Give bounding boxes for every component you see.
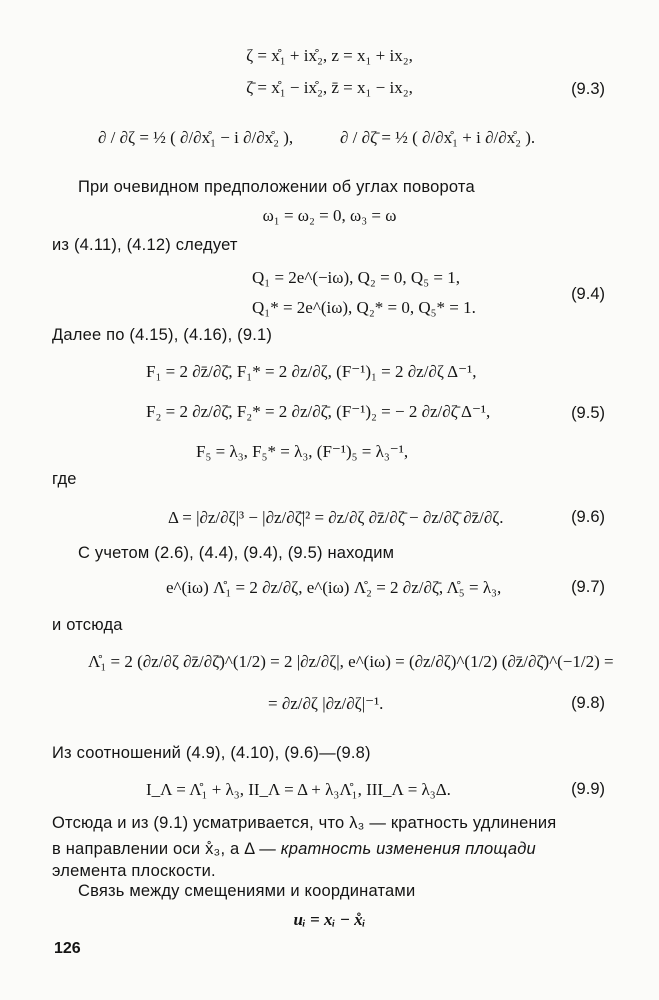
paragraph-from-relations: Из соотношений (4.9), (4.10), (9.6)—(9.8) xyxy=(52,744,371,762)
paragraph-further: Далее по (4.15), (4.16), (9.1) xyxy=(52,326,273,344)
equation-number-9-6: (9.6) xyxy=(571,508,605,526)
paragraph-where: где xyxy=(52,470,77,488)
page-number: 126 xyxy=(54,940,81,957)
paragraph-conclusion-line3: элемента плоскости. xyxy=(52,862,216,880)
equation-9-3-derivative-zeta-bar: ∂ / ∂ζ̄ = ½ ( ∂/∂x̊₁ + i ∂/∂x̊₂ ). xyxy=(340,128,536,147)
equation-number-9-5: (9.5) xyxy=(571,404,605,422)
equation-9-6: Δ = |∂z/∂ζ|³ − |∂z/∂ζ̄|² = ∂z/∂ζ ∂z̄/∂ζ̄ − ∂z/∂ζ̄ ∂z̄/∂ζ. xyxy=(168,508,504,527)
equation-omega: ω₁ = ω₂ = 0, ω₃ = ω xyxy=(262,206,397,225)
paragraph-displacements: Связь между смещениями и координатами xyxy=(78,882,416,900)
equation-9-9: I_Λ = Λ̊₁ + λ₃, II_Λ = Δ + λ₃Λ̊₁, III_Λ = λ₃Δ. xyxy=(146,780,451,799)
equation-9-7: e^(iω) Λ̊₁ = 2 ∂z/∂ζ, e^(iω) Λ̊₂ = 2 ∂z/∂ζ̄, Λ̊₅ = λ₃, xyxy=(166,578,502,597)
paragraph-conclusion-italic: кратность изменения площади xyxy=(280,840,536,858)
equation-number-9-4: (9.4) xyxy=(571,285,605,303)
paragraph-conclusion-line2 xyxy=(52,840,536,859)
equation-9-5-line2: F₂ = 2 ∂z/∂ζ̄, F₂* = 2 ∂z/∂ζ̄, (F⁻¹)₂ = − 2 ∂z/∂ζ̄ Δ⁻¹, xyxy=(146,402,491,421)
equation-9-5-line3: F₅ = λ₃, F₅* = λ₃, (F⁻¹)₅ = λ₃⁻¹, xyxy=(196,442,409,461)
equation-9-8-line2: = ∂z/∂ζ |∂z/∂ζ|⁻¹. xyxy=(268,694,384,713)
paragraph-conclusion-line2-start: в направлении оси x̊₃, а Δ — xyxy=(52,840,281,858)
equation-9-3-derivative-zeta: ∂ / ∂ζ = ½ ( ∂/∂x̊₁ − i ∂/∂x̊₂ ), xyxy=(98,128,294,147)
equation-displacement: uᵢ = xᵢ − x̊ᵢ xyxy=(293,910,366,929)
equation-number-9-7: (9.7) xyxy=(571,578,605,596)
paragraph-hence: и отсюда xyxy=(52,616,123,634)
equation-9-4-line2: Q₁* = 2e^(iω), Q₂* = 0, Q₅* = 1. xyxy=(252,298,476,317)
equation-9-3-line1: ζ = x̊₁ + ix̊₂, z = x₁ + ix₂, xyxy=(246,46,413,65)
equation-number-9-8: (9.8) xyxy=(571,694,605,712)
equation-number-9-9: (9.9) xyxy=(571,780,605,798)
paragraph-follows: из (4.11), (4.12) следует xyxy=(52,236,238,254)
paragraph-conclusion-line1: Отсюда и из (9.1) усматривается, что λ₃ — кратность удлинения xyxy=(52,814,557,832)
equation-9-4-line1: Q₁ = 2e^(−iω), Q₂ = 0, Q₅ = 1, xyxy=(252,268,460,287)
paragraph-rotation-angles: При очевидном предположении об углах поворота xyxy=(78,178,475,196)
equation-9-5-line1: F₁ = 2 ∂z̄/∂ζ̄, F₁* = 2 ∂z/∂ζ, (F⁻¹)₁ = 2 ∂z/∂ζ Δ⁻¹, xyxy=(146,362,477,381)
equation-9-3-line2: ζ̄ = x̊₁ − ix̊₂, z̄ = x₁ − ix₂, xyxy=(246,78,413,97)
equation-number-9-3: (9.3) xyxy=(571,80,605,98)
equation-9-8-line1: Λ̊₁ = 2 (∂z/∂ζ ∂z̄/∂ζ̄)^(1/2) = 2 |∂z/∂ζ|, e^(iω) = (∂z/∂ζ)^(1/2) (∂z̄/∂ζ̄)^(−1/2) = xyxy=(88,652,614,671)
paragraph-taking-into-account: С учетом (2.6), (4.4), (9.4), (9.5) находим xyxy=(78,544,395,562)
